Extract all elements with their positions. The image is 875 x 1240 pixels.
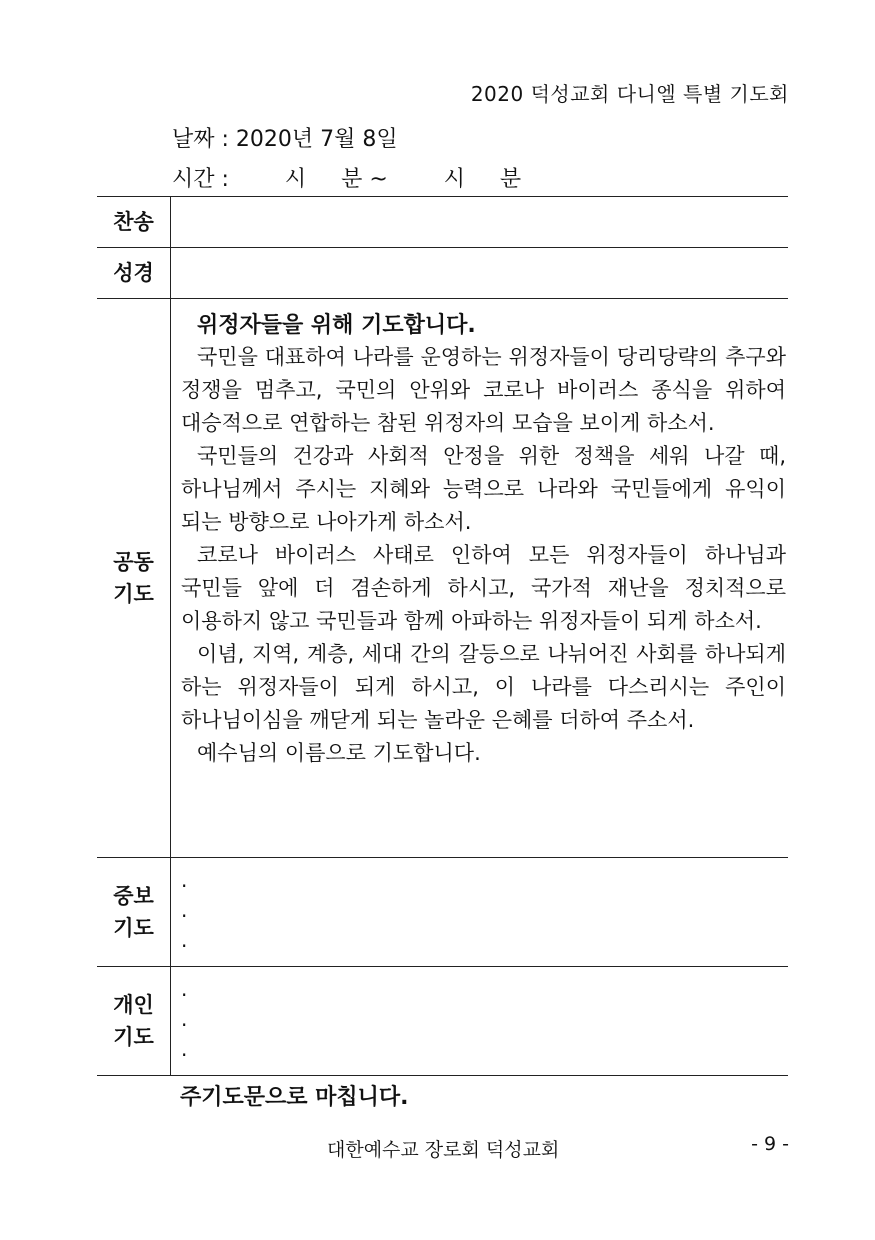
hymn-row	[97, 197, 788, 248]
bullet-dot: .	[181, 1037, 188, 1061]
bullet-dot: .	[181, 898, 188, 922]
personal-prayer-row	[97, 967, 788, 1076]
personal-prayer-label	[97, 967, 171, 1075]
closing-line: 주기도문으로 마칩니다.	[180, 1085, 409, 1110]
common-prayer-label-line2: 기도	[113, 582, 154, 606]
common-prayer-row	[97, 299, 788, 858]
common-prayer-label	[97, 299, 171, 857]
hymn-label: 찬송	[97, 197, 171, 247]
prayer-paragraph: 코로나 바이러스 사태로 인하여 모든 위정자들이 하나님과 국민들 앞에 더 겸손하게 하시고, 국가적 재난을 정치적으로 이용하지 않고 국민들과 함께 아파하는 위정자들이 되게 하소서.	[181, 543, 786, 633]
prayer-paragraph: 국민들의 건강과 사회적 안정을 위한 정책을 세워 나갈 때, 하나님께서 주시는 지혜와 능력으로 나라와 국민들에게 유익이 되는 방향으로 나아가게 하소서.	[181, 444, 786, 534]
personal-label-line2: 기도	[113, 1025, 154, 1049]
bible-row	[97, 248, 788, 299]
common-prayer-label-line1: 공동	[113, 550, 154, 574]
hymn-content	[171, 197, 788, 247]
prayer-paragraph: 이념, 지역, 계층, 세대 간의 갈등으로 나뉘어진 사회를 하나되게 하는 위정자들이 되게 하시고, 이 나라를 다스리시는 주인이 하나님이심을 깨닫게 되는 놀라운 은혜를 더하여 주소서.	[181, 642, 786, 732]
bullet-dot: .	[181, 977, 188, 1001]
bible-content	[171, 248, 788, 298]
prayer-table	[97, 196, 788, 1076]
personal-prayer-content	[171, 967, 788, 1075]
date-line: 날짜 : 2020년 7월 8일	[172, 127, 398, 152]
intercessory-label-line1: 중보	[113, 884, 154, 908]
prayer-heading: 위정자들을 위해 기도합니다.	[197, 313, 476, 338]
prayer-closing-line: 예수님의 이름으로 기도합니다.	[197, 741, 481, 765]
time-line: 시간 : 시 분 ~ 시 분	[172, 167, 522, 192]
intercessory-prayer-content	[171, 858, 788, 966]
prayer-paragraph: 국민을 대표하여 나라를 운영하는 위정자들이 당리당략의 추구와 정쟁을 멈추고, 국민의 안위와 코로나 바이러스 종식을 위하여 대승적으로 연합하는 참된 위정자의 모습을 보이게 하소서.	[181, 345, 786, 435]
bullet-dot: .	[181, 1007, 188, 1031]
intercessory-prayer-label	[97, 858, 171, 966]
bullet-dot: .	[181, 868, 188, 892]
page-number: - 9 -	[751, 1133, 789, 1155]
bullet-dot: .	[181, 928, 188, 952]
footer-church-name: 대한예수교 장로회 덕성교회	[327, 1139, 560, 1161]
personal-label-line1: 개인	[113, 993, 154, 1017]
common-prayer-content	[171, 299, 788, 857]
document-title: 2020 덕성교회 다니엘 특별 기도회	[470, 82, 789, 106]
intercessory-label-line2: 기도	[113, 916, 154, 940]
bible-label: 성경	[97, 248, 171, 298]
intercessory-prayer-row	[97, 858, 788, 967]
